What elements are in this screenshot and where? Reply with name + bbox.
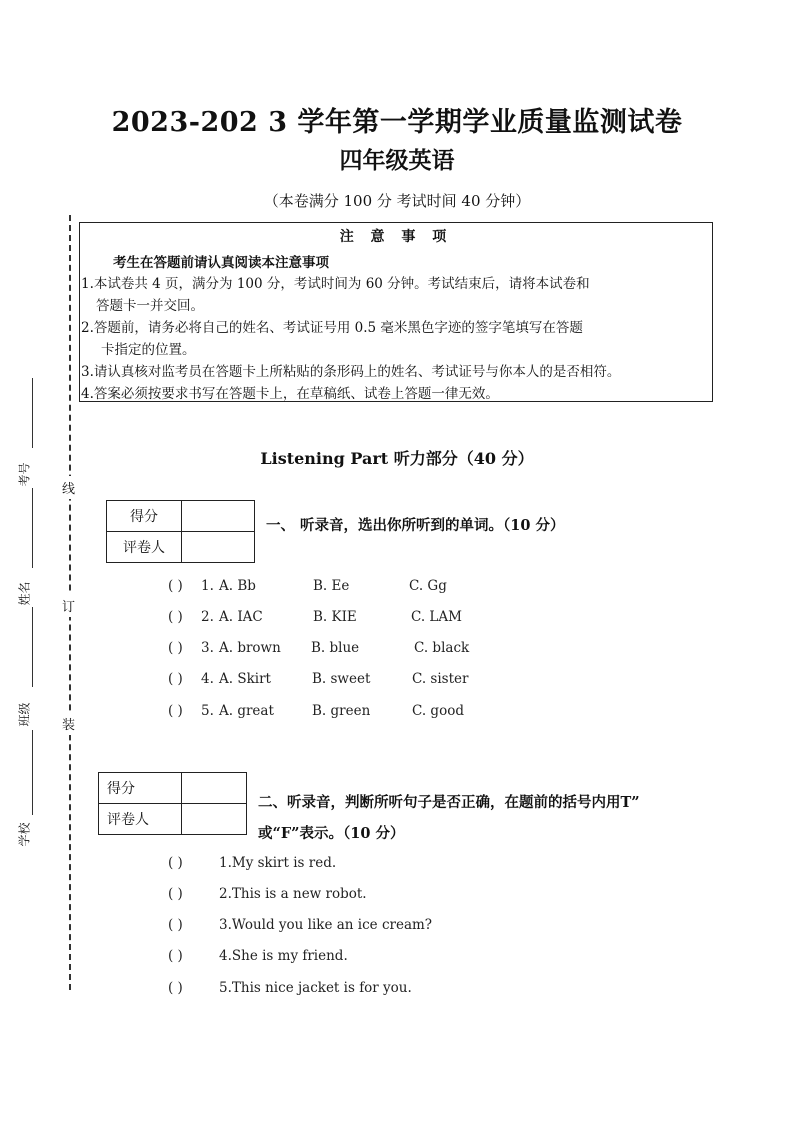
exam-number-line — [32, 378, 33, 448]
part2-heading-line2: 或“F”表示。（10 分） — [258, 825, 405, 842]
binding-word-zhuang: 装 — [62, 712, 75, 735]
option-b: B. KIE — [313, 609, 357, 625]
grader-cell[interactable] — [182, 804, 247, 835]
part1-heading: 一、 听录音，选出你所听到的单词。（10 分） — [266, 517, 565, 534]
notice-item-line: 2.答题前，请务必将自己的姓名、考试证号用 0.5 毫米黑色字迹的签字笔填写在答题 — [81, 320, 583, 336]
answer-blank[interactable]: ( ) — [168, 886, 183, 902]
option-c: C. good — [412, 703, 464, 719]
notice-item-line: 3.请认真核对监考员在答题卡上所粘贴的条形码上的姓名、考试证号与你本人的是否相符。 — [81, 364, 621, 380]
option-c: C. Gg — [409, 578, 447, 594]
option-c: C. sister — [412, 671, 469, 687]
sentence: 4.She is my friend. — [219, 948, 348, 964]
answer-blank[interactable]: ( ) — [168, 671, 183, 687]
notice-title: 注 意 事 项 — [339, 229, 453, 245]
question-number: 5. — [201, 703, 214, 719]
option-a: A. IAC — [219, 609, 263, 625]
notice-item — [81, 383, 712, 405]
score-time-info: （本卷满分 100 分 考试时间 40 分钟） — [263, 192, 531, 210]
label-exam-number: 考号 — [17, 462, 32, 487]
answer-blank[interactable]: ( ) — [168, 703, 183, 719]
part2-heading-line1: 二、听录音，判断所听句子是否正确，在题前的括号内用T” — [258, 794, 640, 811]
sentence: 3.Would you like an ice cream? — [219, 917, 433, 933]
label-name: 姓名 — [17, 581, 32, 606]
answer-blank[interactable]: ( ) — [168, 609, 183, 625]
question-number: 3. — [201, 640, 214, 656]
notice-item-line: 1.本试卷共 4 页，满分为 100 分，考试时间为 60 分钟。考试结束后，请将本试卷和 — [81, 276, 590, 292]
answer-blank[interactable]: ( ) — [168, 578, 183, 594]
class-line-top — [32, 607, 33, 687]
notice-subtitle: 考生在答题前请认真阅读本注意事项 — [113, 255, 329, 271]
question-number: 4. — [201, 671, 214, 687]
school-line-top — [32, 730, 33, 815]
option-c: C. black — [414, 640, 470, 656]
answer-blank[interactable]: ( ) — [168, 855, 183, 871]
notice-item — [81, 317, 712, 361]
option-b: B. sweet — [312, 671, 371, 687]
option-b: B. Ee — [313, 578, 350, 594]
option-b: B. blue — [311, 640, 360, 656]
notice-item-continuation: 答题卡一并交回。 — [96, 298, 204, 314]
question-number: 2. — [201, 609, 214, 625]
sentence: 5.This nice jacket is for you. — [219, 980, 412, 996]
grader-cell[interactable] — [182, 532, 255, 563]
answer-blank[interactable]: ( ) — [168, 980, 183, 996]
sentence: 1.My skirt is red. — [219, 855, 337, 871]
sentence: 2.This is a new robot. — [219, 886, 367, 902]
name-line-top — [32, 488, 33, 568]
option-a: A. Bb — [219, 578, 256, 594]
score-cell[interactable] — [182, 501, 255, 532]
score-box-part1 — [106, 500, 255, 563]
option-a: A. Skirt — [219, 671, 271, 687]
grader-label: 评卷人 — [107, 532, 182, 563]
label-class: 班级 — [17, 702, 32, 727]
grader-label: 评卷人 — [99, 804, 182, 835]
exam-title: 2023-202 3 学年第一学期学业质量监测试卷 — [111, 107, 683, 138]
score-label: 得分 — [99, 773, 182, 804]
notice-item-continuation: 卡指定的位置。 — [101, 342, 196, 358]
answer-blank[interactable]: ( ) — [168, 917, 183, 933]
score-cell[interactable] — [182, 773, 247, 804]
label-school: 学校 — [17, 822, 32, 847]
exam-subtitle: 四年级英语 — [339, 147, 455, 174]
option-a: A. brown — [219, 640, 281, 656]
notice-item-line: 4.答案必须按要求书写在答题卡上，在草稿纸、试卷上答题一律无效。 — [81, 386, 499, 402]
option-c: C. LAM — [411, 609, 462, 625]
question-number: 1. — [201, 578, 214, 594]
answer-blank[interactable]: ( ) — [168, 640, 183, 656]
answer-blank[interactable]: ( ) — [168, 948, 183, 964]
score-label: 得分 — [107, 501, 182, 532]
notice-item — [81, 273, 712, 317]
score-box-part2 — [98, 772, 247, 835]
option-b: B. green — [312, 703, 371, 719]
notice-box — [79, 222, 713, 402]
binding-word-ding: 订 — [62, 594, 75, 617]
listening-section-title: Listening Part 听力部分（40 分） — [260, 449, 534, 468]
notice-item — [81, 361, 712, 383]
binding-word-xian: 线 — [62, 476, 75, 499]
option-a: A. great — [219, 703, 274, 719]
